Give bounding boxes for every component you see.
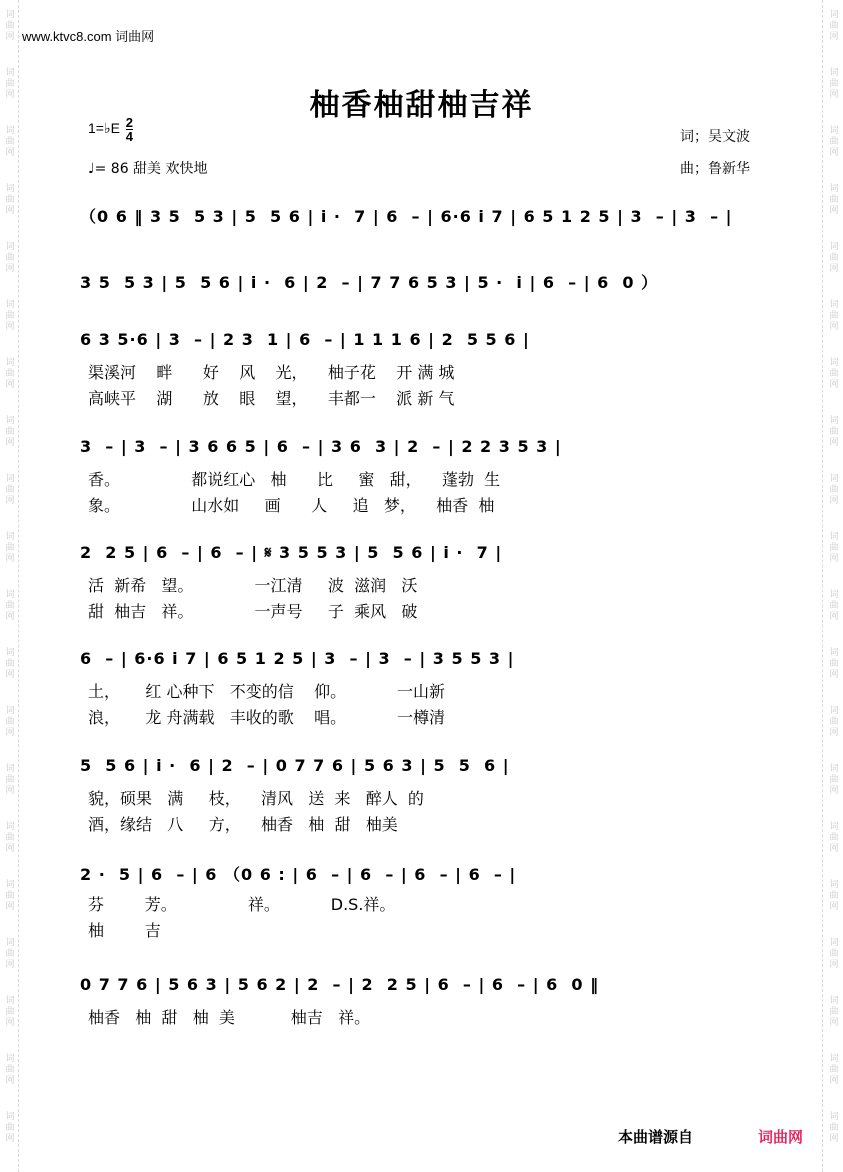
- side-watermark: 词曲网: [829, 126, 839, 158]
- lyric-line-1: 渠溪河 畔 好 风 光， 柚子花 开 满 城: [88, 363, 455, 382]
- side-watermark: 词曲网: [829, 300, 839, 332]
- side-watermark: 词曲网: [829, 938, 839, 970]
- footer-source-site[interactable]: 词曲网: [757, 1128, 803, 1146]
- lyric-line-2: 柚 吉: [88, 921, 161, 940]
- left-margin-line: [18, 0, 19, 1172]
- lyric-line-2: 甜 柚吉 祥。 一声号 子 乘风 破: [88, 602, 418, 621]
- composer-credit: 曲；鲁新华: [680, 161, 750, 177]
- side-watermark: 词曲网: [829, 590, 839, 622]
- side-watermark: 词曲网: [5, 184, 15, 216]
- side-watermark: 词曲网: [829, 1112, 839, 1144]
- notation-row: 2 2 5 | 6 – | 6 – | 𝄋 3 5 5 3 | 5 5 6 | i · 7 |: [80, 543, 503, 562]
- lyric-line-1: 土， 红 心种下 不变的信 仰。 一山新: [88, 682, 445, 701]
- song-title: 柚香柚甜柚吉祥: [309, 88, 534, 123]
- time-bottom: 4: [125, 129, 134, 144]
- site-url[interactable]: www.ktvc8.com 词曲网: [22, 29, 155, 44]
- side-watermark: 词曲网: [829, 358, 839, 390]
- side-watermark: 词曲网: [5, 68, 15, 100]
- side-watermark: 词曲网: [5, 706, 15, 738]
- side-watermark: 词曲网: [829, 822, 839, 854]
- lyric-line-1: 芬 芳。 祥。 D.S.祥。: [88, 895, 396, 914]
- side-watermark: 词曲网: [829, 764, 839, 796]
- side-watermark: 词曲网: [5, 996, 15, 1028]
- side-watermark: 词曲网: [5, 822, 15, 854]
- side-watermark: 词曲网: [829, 706, 839, 738]
- key-signature: [88, 116, 133, 143]
- side-watermark: 词曲网: [829, 474, 839, 506]
- footer-source-label: 本曲谱源自: [617, 1128, 693, 1146]
- key-label: 1=♭E: [88, 120, 120, 137]
- side-watermark: 词曲网: [5, 416, 15, 448]
- notation-row: 3 – | 3 – | 3 6 6 5 | 6 – | 3 6 3 | 2 – | 2 2 3 5 3 |: [80, 437, 562, 456]
- side-watermark: 词曲网: [829, 880, 839, 912]
- side-watermark: 词曲网: [829, 532, 839, 564]
- time-top: 2: [125, 115, 134, 130]
- side-watermark: 词曲网: [5, 358, 15, 390]
- side-watermark: 词曲网: [5, 532, 15, 564]
- side-watermark: 词曲网: [5, 1054, 15, 1086]
- lyric-line-1: 香。 都说红心 柚 比 蜜 甜， 蓬勃 生: [88, 470, 501, 489]
- lyric-line-2: 象。 山水如 画 人 追 梦， 柚香 柚: [88, 496, 495, 515]
- side-watermark: 词曲网: [829, 10, 839, 42]
- side-watermark: 词曲网: [829, 416, 839, 448]
- notation-row: 6 – | 6·6 i 7 | 6 5 1 2 5 | 3 – | 3 – | 3 5 5 3 |: [80, 649, 515, 668]
- right-margin-line: [822, 0, 823, 1172]
- side-watermark: 词曲网: [5, 300, 15, 332]
- side-watermark: 词曲网: [829, 996, 839, 1028]
- side-watermark: 词曲网: [5, 1112, 15, 1144]
- lyric-line-1: 貌，硕果 满 枝， 清风 送 来 醉人 的: [88, 789, 424, 808]
- notation-row: 3 5 5 3 | 5 5 6 | i · 6 | 2 – | 7 7 6 5 3 | 5 · i | 6 – | 6 0 ）: [80, 273, 659, 292]
- side-watermark: 词曲网: [5, 474, 15, 506]
- lyric-line-2: 酒，缘结 八 方， 柚香 柚 甜 柚美: [88, 815, 398, 834]
- time-signature: [126, 116, 133, 143]
- side-watermark: 词曲网: [5, 242, 15, 274]
- side-watermark: 词曲网: [5, 126, 15, 158]
- side-watermark: 词曲网: [5, 764, 15, 796]
- side-watermark: 词曲网: [5, 590, 15, 622]
- notation-row: 5 5 6 | i · 6 | 2 – | 0 7 7 6 | 5 6 3 | 5 5 6 |: [80, 756, 510, 775]
- tempo-marking: ♩= 86 甜美 欢快地: [88, 161, 208, 177]
- side-watermark: 词曲网: [829, 1054, 839, 1086]
- lyric-line-1: 柚香 柚 甜 柚 美 柚吉 祥。: [88, 1008, 371, 1027]
- notation-row: 2 · 5 | 6 – | 6 （0 6 : | 6 – | 6 – | 6 – | 6 – |: [80, 865, 517, 884]
- side-watermark: 词曲网: [829, 648, 839, 680]
- lyric-line-1: 活 新希 望。 一江清 波 滋润 沃: [88, 576, 418, 595]
- notation-row: 0 7 7 6 | 5 6 3 | 5 6 2 | 2 – | 2 2 5 | 6 – | 6 – | 6 0 ‖: [80, 975, 600, 994]
- side-watermark: 词曲网: [829, 242, 839, 274]
- side-watermark: 词曲网: [5, 648, 15, 680]
- lyric-line-2: 高峡平 湖 放 眼 望， 丰都一 派 新 气: [88, 389, 455, 408]
- side-watermark: 词曲网: [5, 938, 15, 970]
- side-watermark: 词曲网: [5, 10, 15, 42]
- side-watermark: 词曲网: [829, 184, 839, 216]
- notation-row: （0 6 ‖ 3 5 5 3 | 5 5 6 | i · 7 | 6 – | 6·6 i 7 | 6 5 1 2 5 | 3 – | 3 – |: [80, 207, 733, 226]
- side-watermark: 词曲网: [5, 880, 15, 912]
- lyricist-credit: 词；吴文波: [680, 129, 750, 145]
- side-watermark: 词曲网: [829, 68, 839, 100]
- lyric-line-2: 浪， 龙 舟满载 丰收的歌 唱。 一樽清: [88, 708, 445, 727]
- notation-row: 6 3 5·6 | 3 – | 2 3 1 | 6 – | 1 1 1 6 | 2 5 5 6 |: [80, 330, 530, 349]
